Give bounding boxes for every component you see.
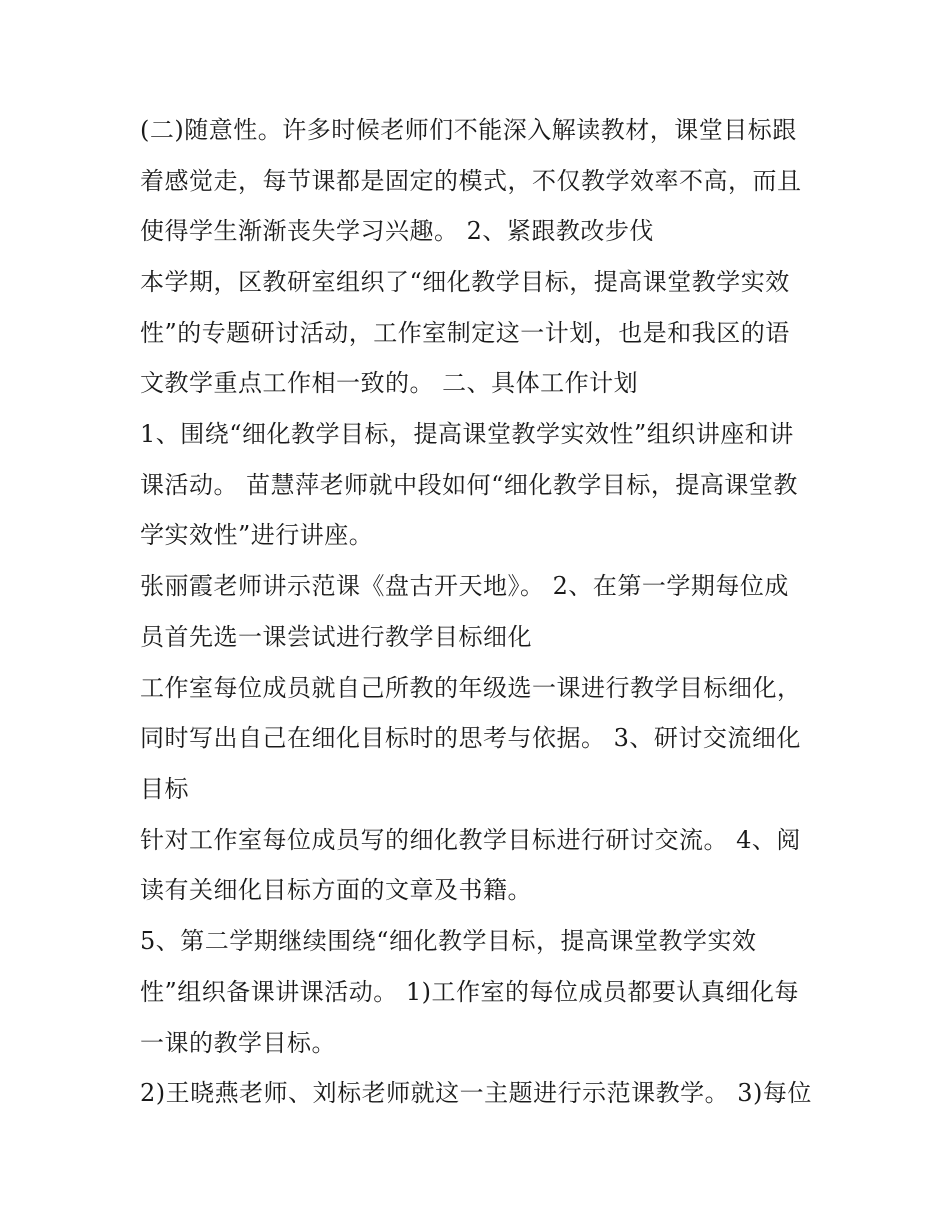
text-line: 一课的教学目标。 [140,1029,336,1057]
text-line: 学实效性”进行讲座。 [140,521,374,549]
text-line: 5、第二学期继续围绕“细化教学目标，提高课堂教学实效 [140,927,757,955]
text-line: 课活动。 苗慧萍老师就中段如何“细化教学目标，提高课堂教 [140,471,798,499]
text-line: 性”组织备课讲课活动。 1)工作室的每位成员都要认真细化每 [140,978,800,1006]
text-line: 目标 [140,775,189,803]
text-line: 本学期，区教研室组织了“细化教学目标，提高课堂教学实效 [140,268,790,296]
text-line: 工作室每位成员就自己所教的年级选一课进行教学目标细化， [140,674,802,702]
text-line: 2)王晓燕老师、刘标老师就这一主题进行示范课教学。 3)每位 [140,1079,812,1107]
text-line: 1、围绕“细化教学目标，提高课堂教学实效性”组织讲座和讲 [140,420,794,448]
text-line: 文教学重点工作相一致的。 二、具体工作计划 [140,369,639,397]
text-line: 读有关细化目标方面的文章及书籍。 [140,876,532,904]
text-line: (二)随意性。许多时候老师们不能深入解读教材，课堂目标跟 [140,116,797,144]
text-line: 性”的专题研讨活动，工作室制定这一计划，也是和我区的语 [140,319,790,347]
text-line: 使得学生渐渐丧失学习兴趣。 2、紧跟教改步伐 [140,217,654,245]
text-line: 针对工作室每位成员写的细化教学目标进行研讨交流。 4、阅 [140,826,801,854]
text-line: 着感觉走，每节课都是固定的模式，不仅教学效率不高，而且 [140,167,802,195]
text-line: 员首先选一课尝试进行教学目标细化 [140,623,532,651]
text-line: 同时写出自己在细化目标时的思考与依据。 3、研讨交流细化 [140,724,801,752]
text-line: 张丽霞老师讲示范课《盘古开天地》。 2、在第一学期每位成 [140,572,789,600]
